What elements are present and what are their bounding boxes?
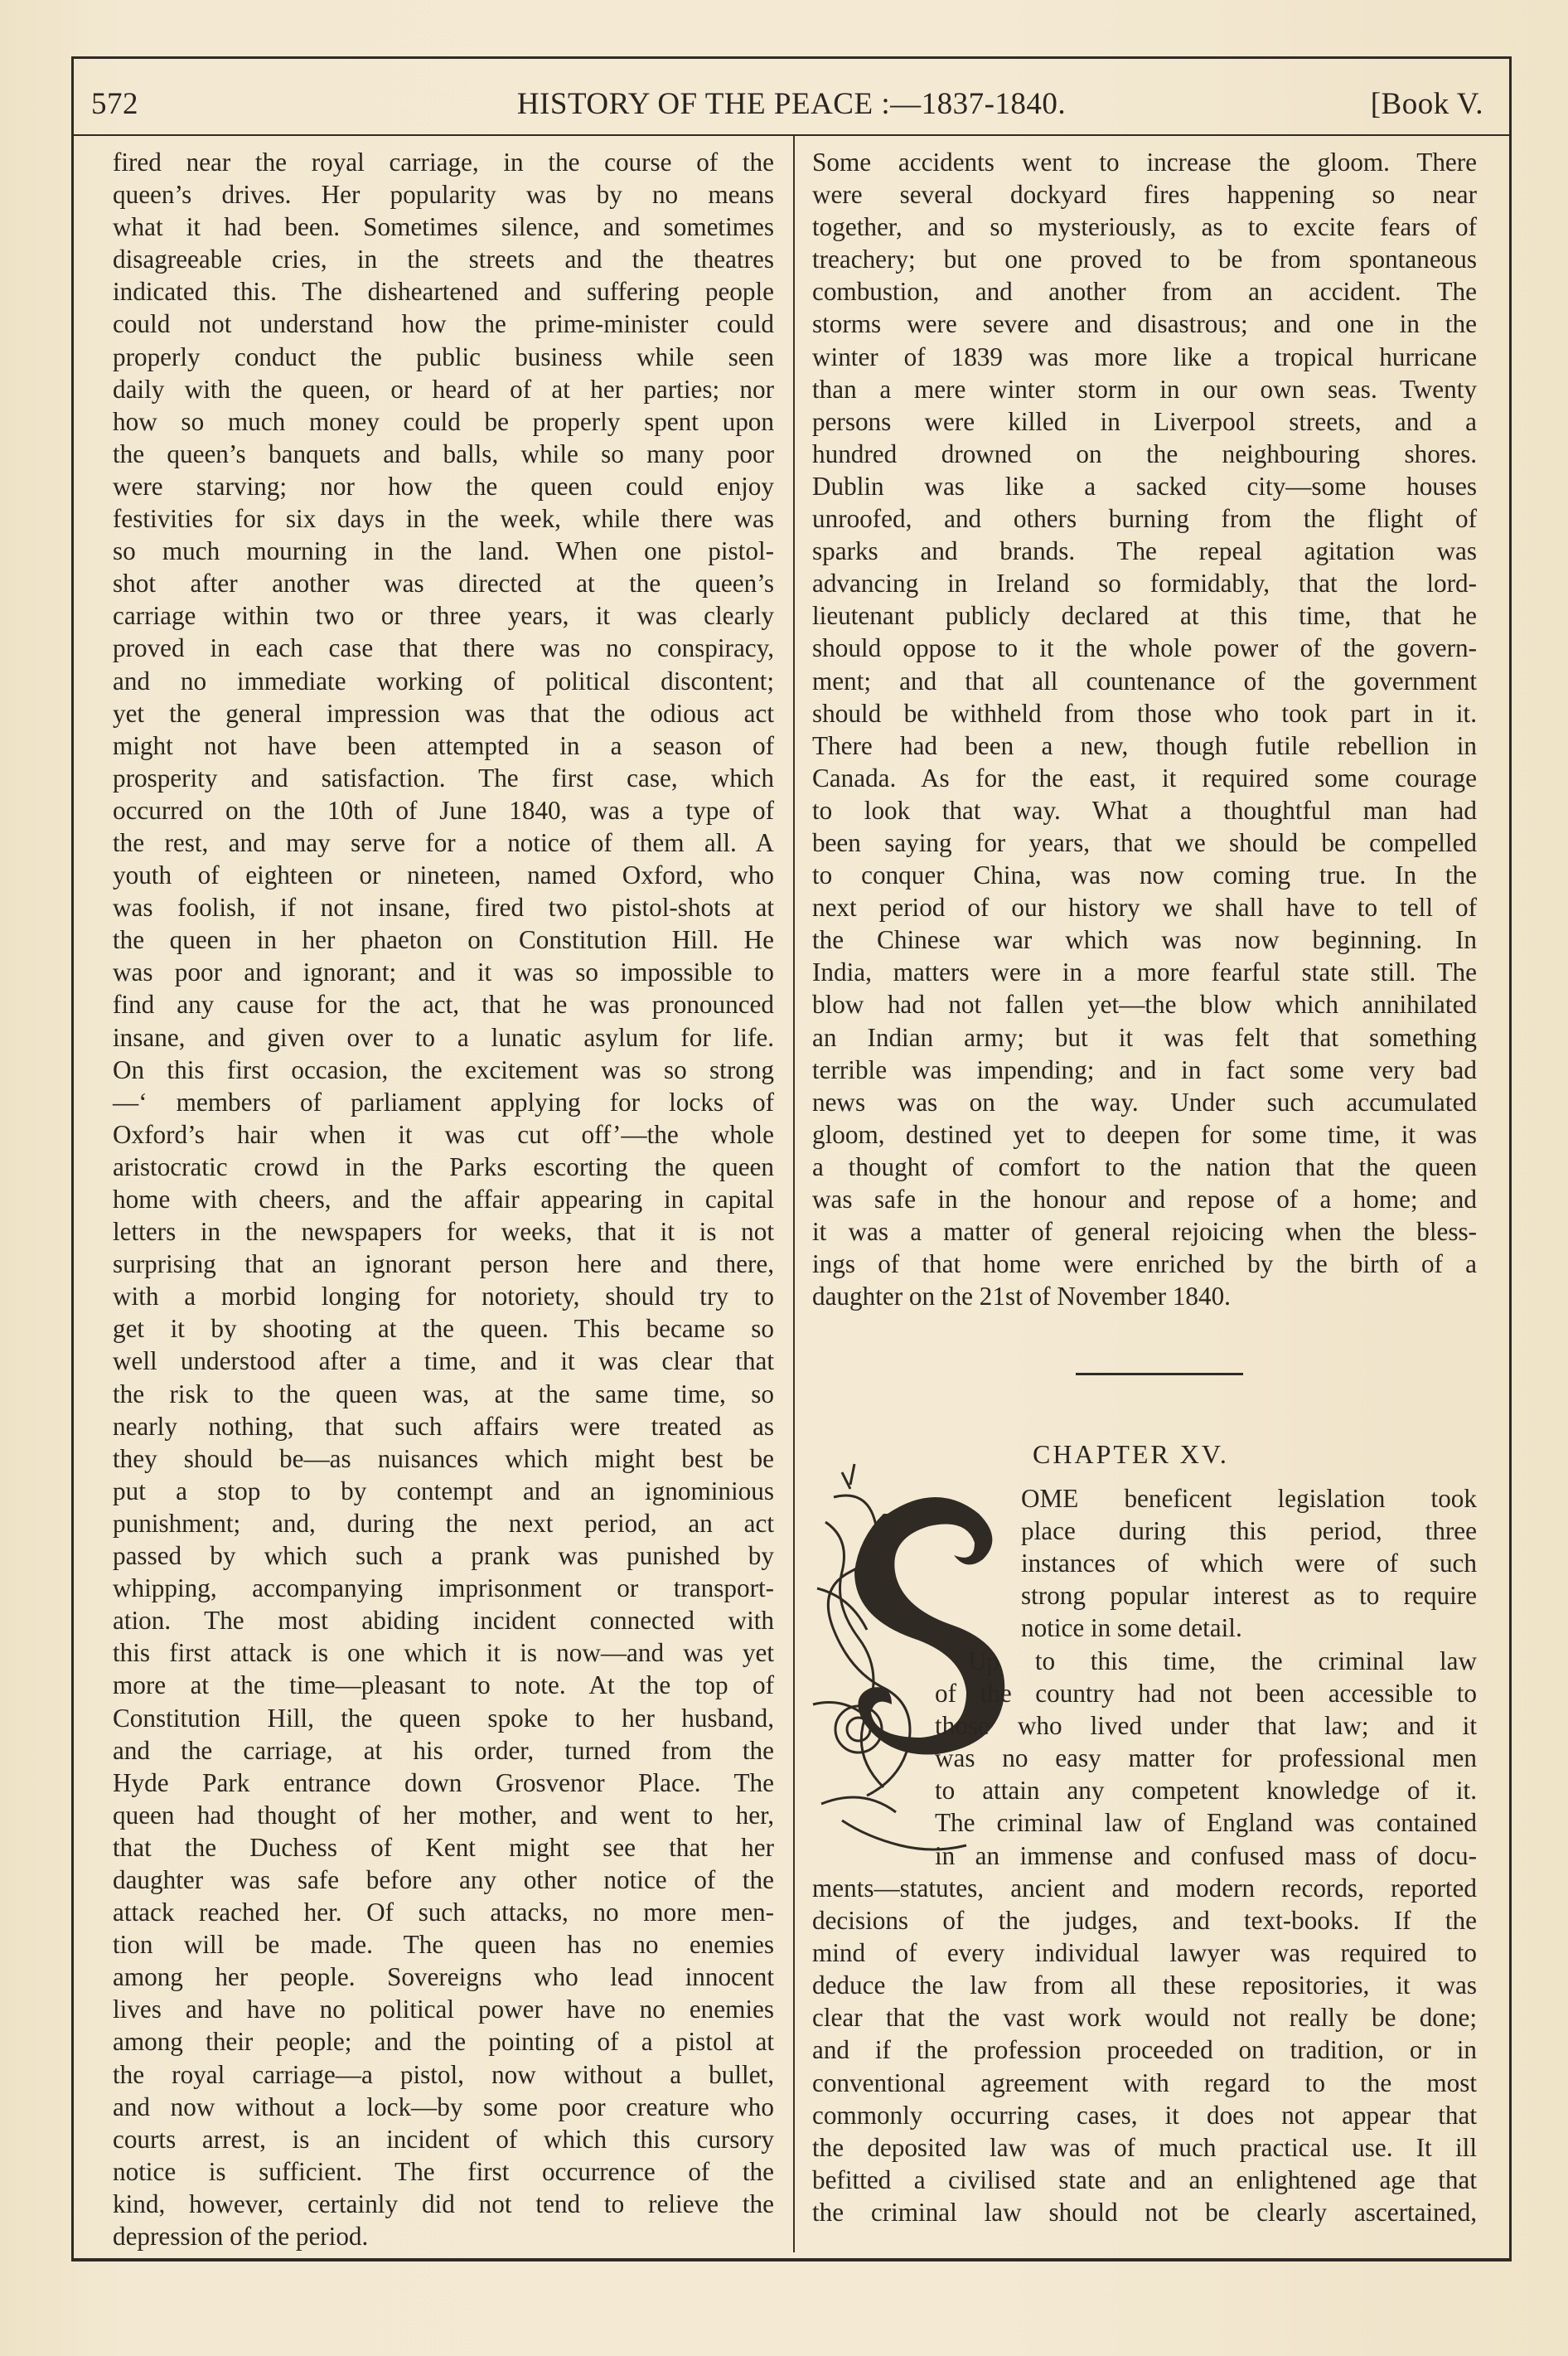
text-line: the rest, and may serve for a notice of them all. A xyxy=(113,827,774,857)
text-line: OME beneficent legislation took xyxy=(1021,1484,1477,1513)
text-line: notice in some detail. xyxy=(1021,1613,1242,1643)
text-line: and now without a lock—by some poor creature who xyxy=(113,2092,774,2121)
text-line: deduce the law from all these repositories, it was xyxy=(812,1971,1477,2000)
text-line: winter of 1839 was more like a tropical hurricane xyxy=(812,342,1477,371)
text-line: queen’s drives. Her popularity was by no means xyxy=(113,180,774,210)
text-line: was foolish, if not insane, fired two pistol-shots at xyxy=(113,893,774,923)
text-line: letters in the newspapers for weeks, that it is not xyxy=(113,1217,774,1247)
text-line: place during this period, three xyxy=(1021,1516,1477,1546)
text-line: were starving; nor how the queen could enjoy xyxy=(113,471,774,501)
text-line: sparks and brands. The repeal agitation was xyxy=(812,536,1477,566)
text-line: Constitution Hill, the queen spoke to her husband, xyxy=(113,1703,774,1733)
text-line: clear that the vast work would not really be done; xyxy=(812,2003,1477,2033)
text-line: find any cause for the act, that he was pronounced xyxy=(113,990,774,1020)
text-line: punishment; and, during the next period, an act xyxy=(113,1508,774,1538)
text-line: befitted a civilised state and an enlightened age that xyxy=(812,2165,1477,2194)
text-line: and the carriage, at his order, turned from the xyxy=(113,1735,774,1765)
chapter-second-paragraph xyxy=(935,1645,1477,1872)
text-line: and if the profession proceeded on tradition, or in xyxy=(812,2035,1477,2065)
text-line: to conquer China, was now coming true. In the xyxy=(812,860,1477,890)
text-line: Some accidents went to increase the gloom. There xyxy=(812,148,1477,177)
text-line: ings of that home were enriched by the birth of a xyxy=(812,1249,1477,1279)
text-line: home with cheers, and the affair appearing in capital xyxy=(113,1185,774,1214)
text-line: kind, however, certainly did not tend to relieve the xyxy=(113,2189,774,2218)
text-line: queen had thought of her mother, and went to her, xyxy=(113,1800,774,1830)
text-line: the criminal law should not be clearly ascertained, xyxy=(812,2197,1477,2227)
text-line: they should be—as nuisances which might best be xyxy=(113,1443,774,1473)
text-line: those who lived under that law; and it xyxy=(935,1711,1477,1741)
chapter-opening-text xyxy=(1021,1482,1477,1644)
text-line: hundred drowned on the neighbouring shores. xyxy=(812,439,1477,468)
text-line: strong popular interest as to require xyxy=(1021,1581,1477,1611)
text-line: treachery; but one proved to be from spontaneous xyxy=(812,245,1477,274)
running-header xyxy=(91,81,1492,131)
text-line: whipping, accompanying imprisonment or transport- xyxy=(113,1573,774,1603)
text-line: yet the general impression was that the odious act xyxy=(113,698,774,728)
text-line: to attain any competent knowledge of it. xyxy=(935,1776,1477,1806)
left-column xyxy=(113,146,774,2252)
text-line: instances of which were of such xyxy=(1021,1549,1477,1578)
text-line: —‘ members of parliament applying for locks of xyxy=(113,1087,774,1117)
text-line: should be withheld from those who took part in it. xyxy=(812,698,1477,728)
header-rule xyxy=(73,134,1510,136)
text-line: it was a matter of general rejoicing when the bless- xyxy=(812,1217,1477,1247)
text-line: combustion, and another from an accident. The xyxy=(812,277,1477,307)
text-line: news was on the way. Under such accumulated xyxy=(812,1087,1477,1117)
text-line: The criminal law of England was contained xyxy=(935,1808,1477,1838)
text-line: were several dockyard fires happening so near xyxy=(812,180,1477,210)
text-line: was no easy matter for professional men xyxy=(935,1743,1477,1773)
text-line: occurred on the 10th of June 1840, was a type of xyxy=(113,795,774,825)
text-line: There had been a new, though futile rebellion in xyxy=(812,730,1477,760)
text-line: with a morbid longing for notoriety, should try to xyxy=(113,1282,774,1311)
text-line: storms were severe and disastrous; and one in the xyxy=(812,309,1477,339)
text-line: been saying for years, that we should be compelled xyxy=(812,827,1477,857)
text-line: among her people. Sovereigns who lead innocent xyxy=(113,1962,774,1992)
text-line: the queen’s banquets and balls, while so many poor xyxy=(113,439,774,468)
text-line: India, matters were in a more fearful state still. The xyxy=(812,957,1477,987)
text-line: persons were killed in Liverpool streets, and a xyxy=(812,406,1477,436)
text-line: carriage within two or three years, it was clearly xyxy=(113,601,774,631)
text-line: shot after another was directed at the queen’s xyxy=(113,569,774,599)
text-line: surprising that an ignorant person here and there, xyxy=(113,1249,774,1279)
text-line: On this first occasion, the excitement was so strong xyxy=(113,1054,774,1084)
text-line: festivities for six days in the week, while there was xyxy=(113,504,774,534)
text-line: so much mourning in the land. When one pistol- xyxy=(113,536,774,566)
text-line: an Indian army; but it was felt that something xyxy=(812,1022,1477,1052)
text-line: than a mere winter storm in our own seas. Twenty xyxy=(812,374,1477,404)
chapter-continued-text xyxy=(812,1872,1477,2228)
text-line: Canada. As for the east, it required some courage xyxy=(812,763,1477,793)
text-line: lives and have no political power have no enemies xyxy=(113,1995,774,2024)
text-line: passed by which such a prank was punished by xyxy=(113,1541,774,1571)
text-line: nearly nothing, that such affairs were treated as xyxy=(113,1411,774,1441)
text-line: the Chinese war which was now beginning. In xyxy=(812,925,1477,955)
text-line: the queen in her phaeton on Constitution Hill. He xyxy=(113,925,774,955)
text-line: get it by shooting at the queen. This became so xyxy=(113,1314,774,1344)
text-line: a thought of comfort to the nation that the queen xyxy=(812,1151,1477,1181)
text-line: depression of the period. xyxy=(113,2222,369,2251)
text-line: insane, and given over to a lunatic asylum for life. xyxy=(113,1022,774,1052)
text-line: Oxford’s hair when it was cut off’—the whole xyxy=(113,1119,774,1149)
text-line: commonly occurring cases, it does not appear that xyxy=(812,2100,1477,2130)
text-line: that the Duchess of Kent might see that her xyxy=(113,1832,774,1862)
text-line: notice is sufficient. The first occurrence of the xyxy=(113,2156,774,2186)
text-line: could not understand how the prime-minister could xyxy=(113,309,774,339)
text-line: conventional agreement with regard to the most xyxy=(812,2068,1477,2097)
text-line: was poor and ignorant; and it was so impossible to xyxy=(113,957,774,987)
text-line: in an immense and confused mass of docu- xyxy=(935,1840,1477,1870)
text-line: among their people; and the pointing of a pistol at xyxy=(113,2027,774,2057)
text-line: how so much money could be properly spent upon xyxy=(113,406,774,436)
text-line: more at the time—pleasant to note. At the top of xyxy=(113,1670,774,1700)
text-line: of the country had not been accessible to xyxy=(935,1679,1477,1709)
text-line: daughter was safe before any other notice of the xyxy=(113,1864,774,1894)
text-line: courts arrest, is an incident of which this cursory xyxy=(113,2124,774,2154)
text-line: the royal carriage—a pistol, now without a bullet, xyxy=(113,2059,774,2089)
text-line: well understood after a time, and it was clear that xyxy=(113,1346,774,1376)
text-line: proved in each case that there was no conspiracy, xyxy=(113,633,774,663)
text-line: Hyde Park entrance down Grosvenor Place. The xyxy=(113,1767,774,1797)
text-line: attack reached her. Of such attacks, no more men- xyxy=(113,1898,774,1927)
text-line: might not have been attempted in a season of xyxy=(113,730,774,760)
text-line: disagreeable cries, in the streets and the theatres xyxy=(113,245,774,274)
text-line: terrible was impending; and in fact some very bad xyxy=(812,1054,1477,1084)
text-line: daily with the queen, or heard of at her parties; nor xyxy=(113,374,774,404)
text-line: fired near the royal carriage, in the course of the xyxy=(113,148,774,177)
text-line: Up to this time, the criminal law xyxy=(968,1646,1477,1675)
text-line: and no immediate working of political discontent; xyxy=(113,666,774,696)
text-line: tion will be made. The queen has no enemies xyxy=(113,1930,774,1960)
text-line: indicated this. The disheartened and suffering people xyxy=(113,277,774,307)
text-line: should oppose to it the whole power of the govern- xyxy=(812,633,1477,663)
right-column xyxy=(812,146,1477,1312)
text-line: Dublin was like a sacked city—some houses xyxy=(812,471,1477,501)
column-divider xyxy=(793,136,795,2252)
text-line: lieutenant publicly declared at this time, that he xyxy=(812,601,1477,631)
text-line: gloom, destined yet to deepen for some time, it was xyxy=(812,1119,1477,1149)
text-line: the deposited law was of much practical use. It ill xyxy=(812,2132,1477,2162)
text-line: aristocratic crowd in the Parks escorting the queen xyxy=(113,1151,774,1181)
text-line: properly conduct the public business while seen xyxy=(113,342,774,371)
footer-rule xyxy=(73,2258,1510,2260)
text-line: advancing in Ireland so formidably, that the lord- xyxy=(812,569,1477,599)
text-line: put a stop to by contempt and an ignominious xyxy=(113,1476,774,1505)
text-line: together, and so mysteriously, as to excite fears of xyxy=(812,212,1477,242)
text-line: the risk to the queen was, at the same time, so xyxy=(113,1379,774,1408)
text-line: youth of eighteen or nineteen, named Oxford, who xyxy=(113,860,774,890)
text-line: was safe in the honour and repose of a home; and xyxy=(812,1185,1477,1214)
text-line: prosperity and satisfaction. The first case, which xyxy=(113,763,774,793)
text-line: blow had not fallen yet—the blow which annihilated xyxy=(812,990,1477,1020)
text-line: ation. The most abiding incident connected with xyxy=(113,1606,774,1636)
text-line: decisions of the judges, and text-books. If the xyxy=(812,1906,1477,1936)
text-line: ments—statutes, ancient and modern records, reported xyxy=(812,1874,1477,1903)
text-line: daughter on the 21st of November 1840. xyxy=(812,1282,1231,1311)
text-line: what it had been. Sometimes silence, and sometimes xyxy=(113,212,774,242)
running-title: HISTORY OF THE PEACE :—1837-1840. xyxy=(516,87,1067,121)
text-line: mind of every individual lawyer was required to xyxy=(812,1938,1477,1968)
text-line: ment; and that all countenance of the government xyxy=(812,666,1477,696)
text-line: next period of our history we shall have to tell of xyxy=(812,893,1477,923)
text-line: to look that way. What a thoughtful man had xyxy=(812,795,1477,825)
text-line: unroofed, and others burning from the flight of xyxy=(812,504,1477,534)
section-separator xyxy=(1076,1373,1243,1375)
text-line: this first attack is one which it is now—and was yet xyxy=(113,1638,774,1668)
page-number: 572 xyxy=(91,87,138,121)
chapter-heading: CHAPTER XV. xyxy=(1033,1439,1229,1469)
book-label: [Book V. xyxy=(1370,87,1483,121)
